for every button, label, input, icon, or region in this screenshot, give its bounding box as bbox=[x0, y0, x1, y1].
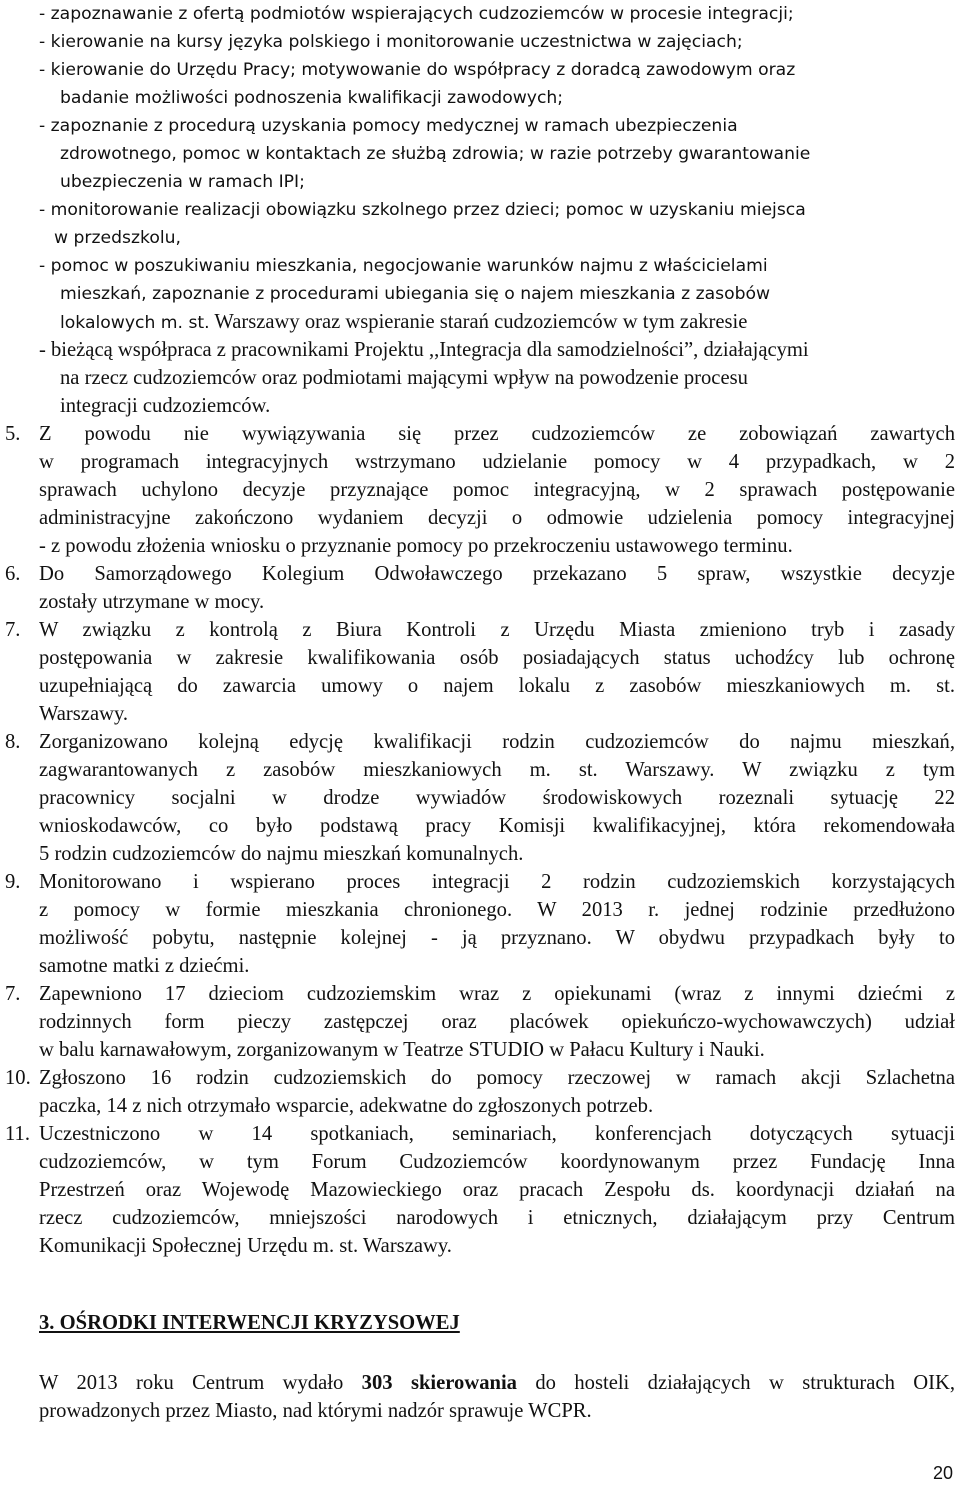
item-line: Komunikacji Społecznej Urzędu m. st. Warszawy. bbox=[39, 1235, 452, 1257]
item-number: 5. bbox=[5, 423, 21, 445]
section-heading: 3. OŚRODKI INTERWENCJI KRYZYSOWEJ bbox=[39, 1312, 460, 1334]
item-line: wnioskodawców, co było podstawą pracy Komisji kwalifikacyjnej, która rekomendowała bbox=[39, 815, 955, 837]
item-line: administracyjne zakończono wydaniem decyzji o odmowie udzielenia pomocy integracyjnej bbox=[39, 507, 955, 529]
list-item-continuation: ubezpieczenia w ramach IPI; bbox=[60, 172, 305, 192]
item-line: sprawach uchylono decyzje przyznające pomoc integracyjną, w 2 sprawach postępowanie bbox=[39, 479, 955, 501]
item-line: Do Samorządowego Kolegium Odwoławczego przekazano 5 spraw, wszystkie decyzje bbox=[39, 563, 955, 585]
item-line: w balu karnawałowym, zorganizowanym w Teatrze STUDIO w Pałacu Kultury i Nauki. bbox=[39, 1039, 765, 1061]
item-number: 11. bbox=[5, 1123, 30, 1145]
referral-count: 303 skierowania bbox=[361, 1372, 517, 1394]
list-item: - zapoznanie z procedurą uzyskania pomocy medycznej w ramach ubezpieczenia bbox=[39, 116, 738, 136]
item-line: pracownicy socjalni w drodze wywiadów środowiskowych rozeznali sytuację 22 bbox=[39, 787, 955, 809]
mixed-font-tail: Warszawy oraz wspieranie starań cudzoziemców w tym zakresie bbox=[209, 311, 748, 333]
item-line: Zorganizowano kolejną edycję kwalifikacji rodzin cudzoziemców do najmu mieszkań, bbox=[39, 731, 955, 753]
list-item: - monitorowanie realizacji obowiązku szkolnego przez dzieci; pomoc w uzyskaniu miejsca bbox=[39, 200, 806, 220]
paragraph-text: do hosteli działających w strukturach OIK, bbox=[516, 1372, 955, 1394]
item-line: paczka, 14 z nich otrzymało wsparcie, adekwatne do zgłoszonych potrzeb. bbox=[39, 1095, 654, 1117]
page-number: 20 bbox=[932, 1463, 953, 1483]
item-line: rzecz cudzoziemców, mniejszości narodowych i etnicznych, działającym przy Centrum bbox=[39, 1207, 955, 1229]
list-item: - kierowanie na kursy języka polskiego i monitorowanie uczestnictwa w zajęciach; bbox=[39, 32, 743, 52]
paragraph-line-2: prowadzonych przez Miasto, nad którymi nadzór sprawuje WCPR. bbox=[39, 1400, 592, 1422]
list-item: - kierowanie do Urzędu Pracy; motywowanie do współpracy z doradcą zawodowym oraz bbox=[39, 60, 796, 80]
item-line: Uczestniczono w 14 spotkaniach, seminariach, konferencjach dotyczących sytuacji bbox=[39, 1123, 955, 1145]
item-line: 5 rodzin cudzoziemców do najmu mieszkań komunalnych. bbox=[39, 843, 524, 865]
item-line: rodzinnych form pieczy zastępczej oraz placówek opiekuńczo-wychowawczych) udział bbox=[39, 1011, 955, 1033]
item-number: 7. bbox=[5, 619, 21, 641]
item-line: zostały utrzymane w mocy. bbox=[39, 591, 265, 613]
item-line: Z powodu nie wywiązywania się przez cudzoziemców ze zobowiązań zawartych bbox=[39, 423, 955, 445]
item-number: 8. bbox=[5, 731, 21, 753]
item-number: 6. bbox=[5, 563, 21, 585]
item-number: 9. bbox=[5, 871, 21, 893]
item-number: 10. bbox=[5, 1067, 31, 1089]
item-line: w programach integracyjnych wstrzymano udzielanie pomocy w 4 przypadkach, w 2 bbox=[39, 451, 955, 473]
list-item-continuation: zdrowotnego, pomoc w kontaktach ze służbą zdrowia; w razie potrzeby gwarantowanie bbox=[60, 144, 811, 164]
item-line: Przestrzeń oraz Wojewodę Mazowieckiego oraz pracach Zespołu ds. koordynacji działań na bbox=[39, 1179, 955, 1201]
mixed-font-start: lokalowych m. st. bbox=[60, 313, 210, 333]
item-line: Zgłoszono 16 rodzin cudzoziemskich do pomocy rzeczowej w ramach akcji Szlachetna bbox=[39, 1067, 955, 1089]
list-item: - zapoznawanie z ofertą podmiotów wspierających cudzoziemców w procesie integracji; bbox=[39, 4, 794, 24]
item-line: zagwarantowanych z zasobów mieszkaniowych m. st. Warszawy. W związku z tym bbox=[39, 759, 955, 781]
item-line: samotne matki z dziećmi. bbox=[39, 955, 250, 977]
list-item-continuation bbox=[60, 308, 747, 337]
list-item-continuation: w przedszkolu, bbox=[54, 228, 181, 248]
item-line: W związku z kontrolą z Biura Kontroli z Urzędu Miasta zmieniono tryb i zasady bbox=[39, 619, 955, 641]
item-number: 7. bbox=[5, 983, 21, 1005]
item-line: Monitorowano i wspierano proces integracji 2 rodzin cudzoziemskich korzystających bbox=[39, 871, 955, 893]
paragraph-text: W 2013 roku Centrum wydało bbox=[39, 1372, 362, 1394]
item-line: Zapewniono 17 dzieciom cudzoziemskim wraz z opiekunami (wraz z innymi dziećmi z bbox=[39, 983, 955, 1005]
list-item-continuation: mieszkań, zapoznanie z procedurami ubiegania się o najem mieszkania z zasobów bbox=[60, 284, 771, 304]
list-item: - bieżącą współpraca z pracownikami Projektu ,,Integracja dla samodzielności”, działającymi bbox=[39, 339, 809, 361]
item-line: Warszawy. bbox=[39, 703, 129, 725]
list-item-continuation: badanie możliwości podnoszenia kwalifikacji zawodowych; bbox=[60, 88, 564, 108]
item-line: możliwość pobytu, następnie kolejnej - ją przyznano. W obydwu przypadkach były to bbox=[39, 927, 955, 949]
list-item-continuation: integracji cudzoziemców. bbox=[60, 395, 271, 417]
item-line: uzupełniającą do zawarcia umowy o najem lokalu z zasobów mieszkaniowych m. st. bbox=[39, 675, 955, 697]
item-line: postępowania w zakresie kwalifikowania osób posiadających status uchodźcy lub ochronę bbox=[39, 647, 955, 669]
item-line: z pomocy w formie mieszkania chronionego. W 2013 r. jednej rodzinie przedłużono bbox=[39, 899, 955, 921]
list-item-continuation: na rzecz cudzoziemców oraz podmiotami mającymi wpływ na powodzenie procesu bbox=[60, 367, 748, 389]
item-line: - z powodu złożenia wniosku o przyznanie pomocy po przekroczeniu ustawowego terminu. bbox=[39, 535, 793, 557]
list-item: - pomoc w poszukiwaniu mieszkania, negocjowanie warunków najmu z właścicielami bbox=[39, 256, 768, 276]
item-line: cudzoziemców, w tym Forum Cudzoziemców koordynowanym przez Fundację Inna bbox=[39, 1151, 955, 1173]
paragraph-line-1 bbox=[39, 1369, 955, 1397]
